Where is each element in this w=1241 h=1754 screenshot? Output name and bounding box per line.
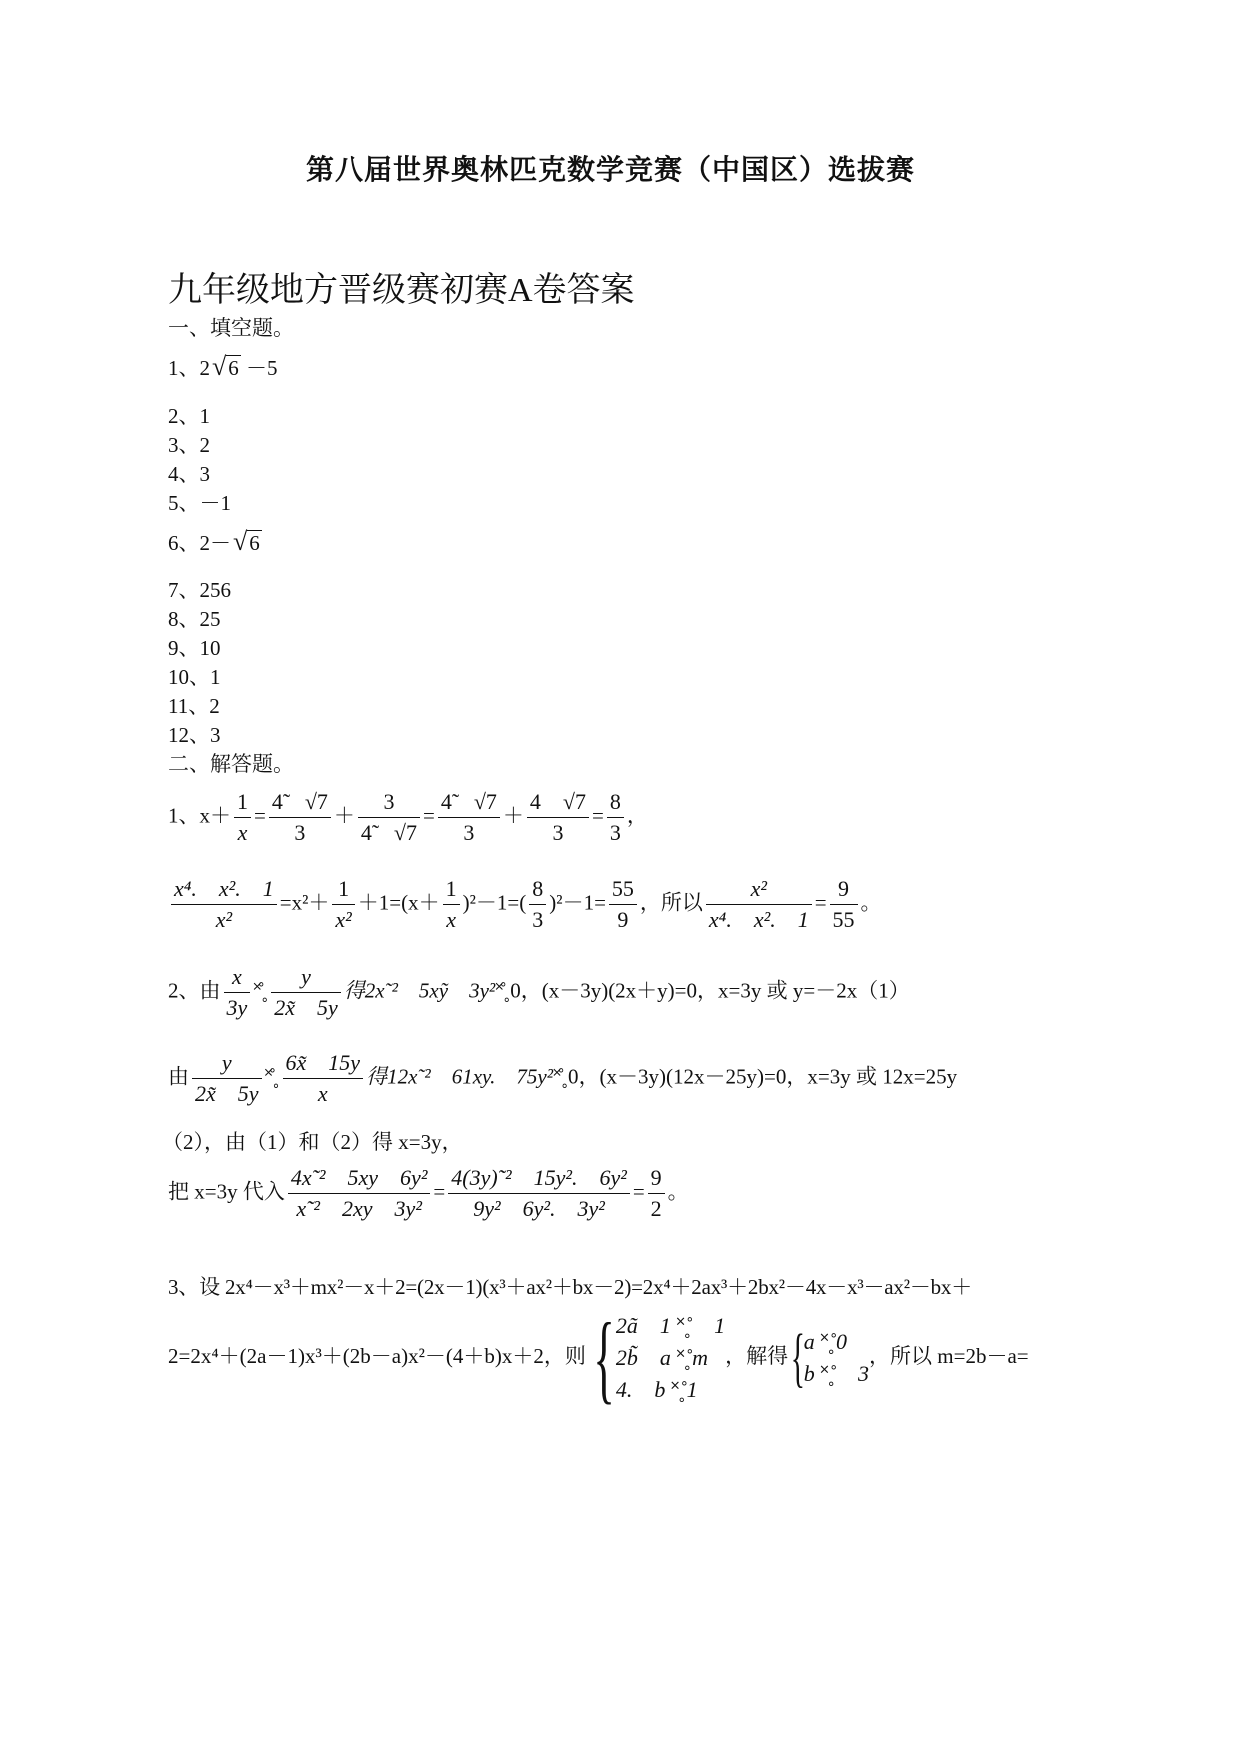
left-brace-icon: { xyxy=(593,1302,615,1413)
fraction: $\frac{4̃ √7}{3}$ xyxy=(269,787,331,848)
fraction: $\frac{1}{\text{x²}}$ xyxy=(332,874,354,935)
page-subtitle: 九年级地方晋级赛初赛A卷答案 xyxy=(168,272,635,309)
sqrt-symbol: √6 xyxy=(233,527,260,556)
fill-answer-6: 6、2－√6 xyxy=(168,527,260,556)
fraction: $\frac{9}{55}$ xyxy=(830,874,858,935)
fill-answer-4: 4、3 xyxy=(168,462,210,486)
solution-2-line-2: 由 $\frac{y}{2x̃ 5y}$ ˟̊˳ $\frac{6x̃ 15y}{x}$ 得12x˜² 61xy. 75y²˟̊˳0，(x－3y)(12x－25y)=0，x=3y 或 12x=25y xyxy=(168,1048,957,1109)
solution-2-line-4: 把 x=3y 代入 $\frac{\text{4x˜² 5xy 6y²}}{\text{x˜² 2xy 3y²}}$ = $\frac{\text{4(3y)˜² 15y². 6y²}}{\text{9y² 6y². 3y²}}$ = $\frac{9}{2}$ 。 xyxy=(168,1163,689,1224)
fraction: $\frac{\text{x²}}{\text{x⁴. x². 1}}$ xyxy=(706,874,812,935)
fraction: $\frac{\text{4x˜² 5xy 6y²}}{\text{x˜² 2xy 3y²}}$ xyxy=(288,1163,431,1224)
fraction: $\frac{8}{3}$ xyxy=(529,874,546,935)
solution-1-line-1: 1、x＋ $\frac{1}{x}$ = $\frac{4̃ √7}{3}$ ＋ $\frac{3}{4̃ √7}$ = $\frac{4̃ √7}{3}$ ＋ $\frac{4 √7}{3}$ = $\frac{8}{3}$ ， xyxy=(168,787,648,848)
solution-3-line-2: 2=2x⁴＋(2a－1)x³＋(2b－a)x²－(4＋b)x＋2，则{ 2ã 1 ˟̊˳ 1 2b̃ a ˟̊˳m 4. b ˟̊˳1 ，解得{ a ˟̊˳0 b ˟̊˳ 3 ，所以 m=2b－a= xyxy=(168,1302,1029,1413)
fraction: $\frac{4 √7}{3}$ xyxy=(527,787,589,848)
fill-answer-5: 5、－1 xyxy=(168,491,231,515)
fill-answer-9: 9、10 xyxy=(168,636,221,660)
solution-3-line-1: 3、设 2x⁴－x³＋mx²－x＋2=(2x－1)(x³＋ax²＋bx－2)=2x⁴＋2ax³＋2bx²－4x－x³－ax²－bx＋ xyxy=(168,1275,973,1299)
fraction: $\frac{8}{3}$ xyxy=(607,787,624,848)
fill-answer-11: 11、2 xyxy=(168,694,220,718)
fraction: $\frac{1}{x}$ xyxy=(234,787,251,848)
fraction: $\frac{6x̃ 15y}{x}$ xyxy=(283,1048,364,1109)
fill-answer-8: 8、25 xyxy=(168,607,221,631)
page-title: 第八届世界奥林匹克数学竞赛（中国区）选拔赛 xyxy=(306,153,916,186)
fraction: $\frac{x}{3y}$ xyxy=(224,962,251,1023)
equation-system-solution: a ˟̊˳0 b ˟̊˳ 3 xyxy=(803,1329,870,1386)
fill-answer-3: 3、2 xyxy=(168,433,210,457)
fill-answer-2: 2、1 xyxy=(168,404,210,428)
fill-answer-12: 12、3 xyxy=(168,723,221,747)
section-fill-heading: 一、填空题。 xyxy=(168,316,294,340)
equation-system: 2ã 1 ˟̊˳ 1 2b̃ a ˟̊˳m 4. b ˟̊˳1 xyxy=(615,1313,726,1402)
sqrt-symbol: √6 xyxy=(212,352,239,381)
solution-1-line-2: $\frac{\text{x⁴. x². 1}}{\text{x²}}$ =x²＋ $\frac{1}{\text{x²}}$ ＋1=(x＋ $\frac{1}{x}$ )²－1=( $\frac{8}{3}$ )²－1= $\frac{55}{9}$ ，所以 $\frac{\text{x²}}{\text{x⁴. x². 1}}$ = $\frac{9}{55}$ 。 xyxy=(168,874,882,935)
solution-2-line-1: 2、由 $\frac{x}{3y}$ ˟̊˳ $\frac{y}{2x̃ 5y}$ 得2x˜² 5xỹ 3y²˟̊˳0，(x－3y)(2x＋y)=0，x=3y 或 y=－2x（1） xyxy=(168,962,910,1023)
fraction: $\frac{9}{2}$ xyxy=(648,1163,665,1224)
fraction: $\frac{55}{9}$ xyxy=(609,874,637,935)
fraction: $\frac{3}{4̃ √7}$ xyxy=(358,787,420,848)
fraction: $\frac{1}{x}$ xyxy=(443,874,460,935)
fraction: $\frac{\text{4(3y)˜² 15y². 6y²}}{\text{9y² 6y². 3y²}}$ xyxy=(448,1163,630,1224)
section-solve-heading: 二、解答题。 xyxy=(168,752,294,776)
fraction: $\frac{y}{2x̃ 5y}$ xyxy=(192,1048,262,1109)
fraction: $\frac{y}{2x̃ 5y}$ xyxy=(271,962,341,1023)
fraction: $\frac{\text{x⁴. x². 1}}{\text{x²}}$ xyxy=(171,874,277,935)
fraction: $\frac{4̃ √7}{3}$ xyxy=(438,787,500,848)
fill-answer-10: 10、1 xyxy=(168,665,221,689)
fill-answer-1: 1、2√6 －5 xyxy=(168,352,278,381)
fill-answer-7: 7、256 xyxy=(168,578,231,602)
solution-2-line-3: （2），由（1）和（2）得 x=3y， xyxy=(162,1130,463,1154)
left-brace-icon: { xyxy=(790,1321,806,1394)
